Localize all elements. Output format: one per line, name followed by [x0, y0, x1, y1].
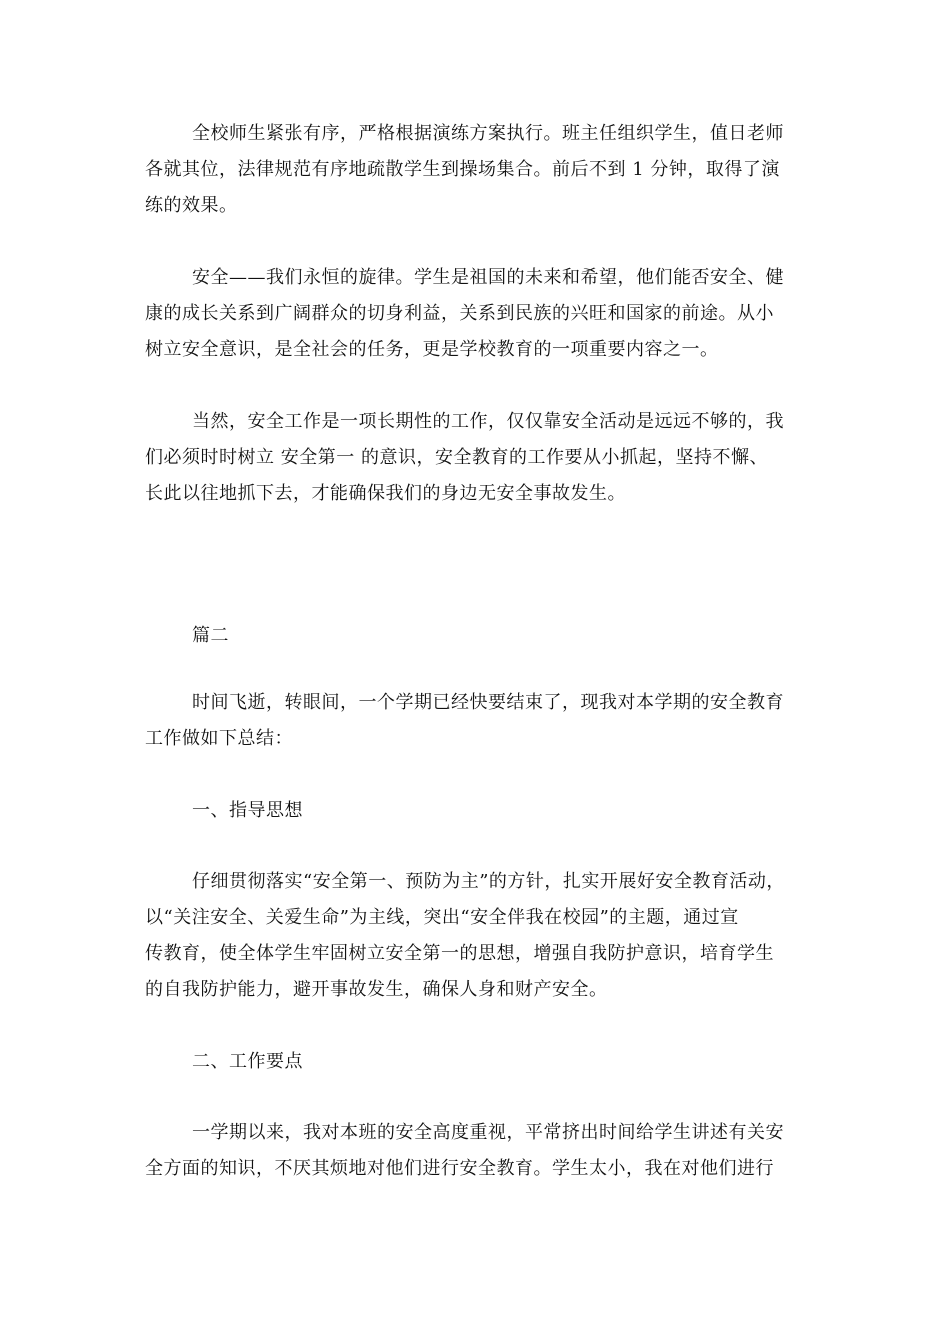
paragraph-5-line-4: 的自我防护能力，避开事故发生，确保人身和财产安全。: [145, 979, 608, 1000]
paragraph-2-line-1: 安全——我们永恒的旋律。学生是祖国的未来和希望，他们能否安全、健: [192, 267, 784, 288]
paragraph-5-line-2: 以“关注安全、关爱生命”为主线，突出“安全伴我在校园”的主题，通过宣: [145, 907, 739, 928]
section-heading-pian-er: 篇二: [192, 625, 229, 646]
paragraph-2-line-2: 康的成长关系到广阔群众的切身利益，关系到民族的兴旺和国家的前途。从小: [145, 303, 774, 324]
paragraph-1-line-2: 各就其位，法律规范有序地疏散学生到操场集合。前后不到 1 分钟，取得了演: [145, 159, 780, 180]
paragraph-5-line-3: 传教育，使全体学生牢固树立安全第一的思想，增强自我防护意识，培育学生: [145, 943, 774, 964]
paragraph-3-line-1: 当然，安全工作是一项长期性的工作，仅仅靠安全活动是远远不够的，我: [192, 411, 784, 432]
paragraph-2-line-3: 树立安全意识，是全社会的任务，更是学校教育的一项重要内容之一。: [145, 339, 719, 360]
paragraph-3-line-3: 长此以往地抓下去，才能确保我们的身边无安全事故发生。: [145, 483, 626, 504]
paragraph-1-line-3: 练的效果。: [145, 195, 238, 216]
paragraph-5-line-1: 仔细贯彻落实“安全第一、预防为主”的方针，扎实开展好安全教育活动，: [192, 871, 785, 892]
paragraph-4-line-1: 时间飞逝，转眼间，一个学期已经快要结束了，现我对本学期的安全教育: [192, 692, 784, 713]
paragraph-6-line-2: 全方面的知识，不厌其烦地对他们进行安全教育。学生太小，我在对他们进行: [145, 1158, 774, 1179]
heading-guiding-ideology: 一、指导思想: [192, 800, 303, 821]
paragraph-3-line-2: 们必须时时树立 安全第一 的意识，安全教育的工作要从小抓起，坚持不懈、: [145, 447, 768, 468]
heading-work-points: 二、工作要点: [192, 1051, 303, 1072]
paragraph-4-line-2: 工作做如下总结：: [145, 728, 293, 749]
paragraph-1-line-1: 全校师生紧张有序，严格根据演练方案执行。班主任组织学生，值日老师: [192, 123, 784, 144]
paragraph-6-line-1: 一学期以来，我对本班的安全高度重视，平常挤出时间给学生讲述有关安: [192, 1122, 784, 1143]
